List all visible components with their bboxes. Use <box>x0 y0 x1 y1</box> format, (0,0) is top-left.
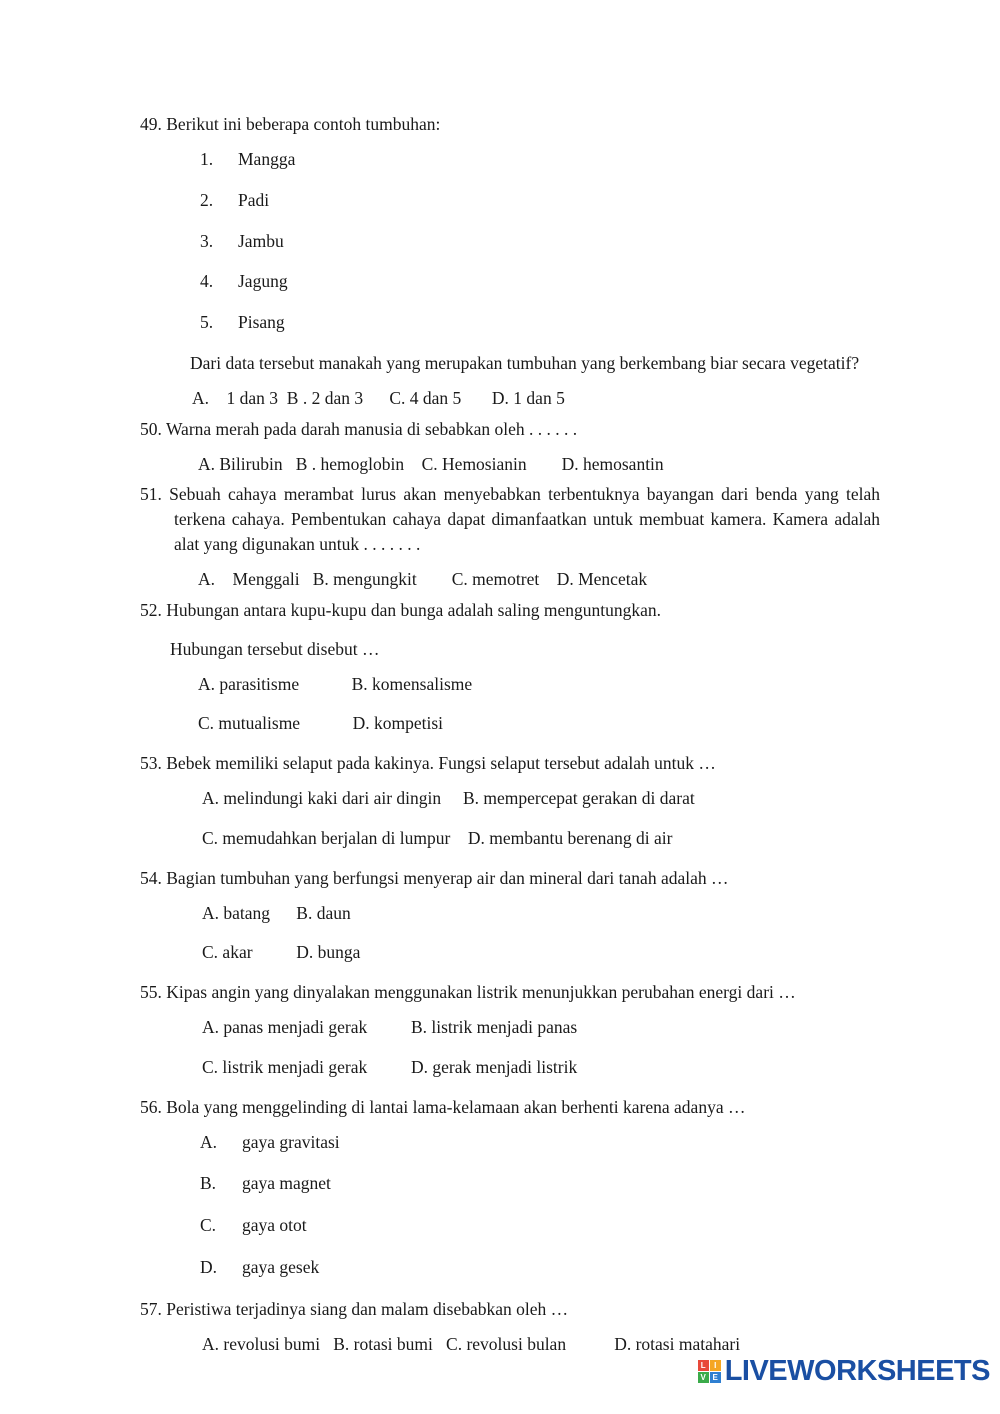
question-56-number: 56. <box>140 1096 162 1117</box>
question-54-number: 54. <box>140 867 162 888</box>
question-54 <box>140 866 880 966</box>
list-item <box>140 269 880 294</box>
option-label: gaya gravitasi <box>242 1131 340 1152</box>
question-53-stem <box>140 751 880 776</box>
question-54-options <box>140 901 880 966</box>
option-row: C. mutualisme D. kompetisi <box>198 713 443 734</box>
question-56 <box>140 1095 880 1280</box>
list-item-label: Pisang <box>238 312 285 333</box>
list-item-label: Padi <box>238 189 270 210</box>
question-55-number: 55. <box>140 982 162 1003</box>
questions-container <box>140 112 880 1363</box>
option-item <box>140 1130 880 1155</box>
list-item-label: Jagung <box>238 271 288 292</box>
logo-tiles-icon <box>698 1360 721 1383</box>
question-52-stem <box>140 598 880 623</box>
logo-tile-i: I <box>710 1360 721 1371</box>
question-56-text: Bola yang menggelinding di lantai lama-kelamaan akan berhenti karena adanya … <box>166 1096 746 1117</box>
question-55-text: Kipas angin yang dinyalakan menggunakan listrik menunjukkan perubahan energi dari … <box>166 982 796 1003</box>
question-51-text: Sebuah cahaya merambat lurus akan menyebabkan terbentuknya bayangan dari benda yang telah terkena cahaya. Pembentukan cahaya dapat dimanfaatkan untuk membuat kamera. Kamera adalah alat yang digunakan untuk . . . . . . . <box>169 484 881 555</box>
option-row: C. listrik menjadi gerak D. gerak menjadi listrik <box>202 1056 578 1077</box>
option-letter: B. <box>200 1173 217 1194</box>
question-52-text: Hubungan antara kupu-kupu dan bunga adalah saling menguntungkan. <box>166 599 661 620</box>
option-row: C. akar D. bunga <box>202 942 361 963</box>
question-49-stem <box>140 112 880 137</box>
logo-wordmark: LIVEWORKSHEETS <box>724 1355 990 1387</box>
question-50 <box>140 417 880 477</box>
question-57 <box>140 1297 880 1357</box>
option-item <box>140 1171 880 1196</box>
list-item-number: 3. <box>200 230 214 251</box>
list-item-label: Jambu <box>238 230 284 251</box>
question-51-options: A. Menggali B. mengungkit C. memotret D. Mencetak <box>198 568 648 589</box>
option-row: A. melindungi kaki dari air dingin B. mempercepat gerakan di darat <box>202 788 695 809</box>
list-item-number: 5. <box>200 312 214 333</box>
option-item <box>140 1213 880 1238</box>
logo-tile-l: L <box>698 1360 709 1371</box>
option-row: A. parasitisme B. komensalisme <box>198 673 473 694</box>
option-letter: D. <box>200 1257 218 1278</box>
list-item <box>140 310 880 335</box>
list-item-number: 4. <box>200 271 214 292</box>
question-57-options: A. revolusi bumi B. rotasi bumi C. revolusi bulan D. rotasi matahari <box>202 1333 741 1354</box>
option-letter: C. <box>200 1215 217 1236</box>
logo-tile-v: V <box>698 1372 709 1383</box>
option-row: C. memudahkan berjalan di lumpur D. membantu berenang di air <box>202 827 673 848</box>
option-letter: A. <box>200 1131 218 1152</box>
list-item-number: 2. <box>200 189 214 210</box>
question-51-number: 51. <box>140 484 162 505</box>
question-50-text: Warna merah pada darah manusia di sebabkan oleh . . . . . . <box>165 418 578 439</box>
question-53-text: Bebek memiliki selaput pada kakinya. Fungsi selaput tersebut adalah untuk … <box>166 753 716 774</box>
logo-tile-e: E <box>710 1372 721 1383</box>
question-56-stem <box>140 1095 880 1120</box>
list-item <box>140 147 880 172</box>
question-57-number: 57. <box>140 1299 162 1319</box>
question-49-prompt: Dari data tersebut manakah yang merupakan tumbuhan yang berkembang biar secara vegetatif? <box>190 353 860 374</box>
question-57-text: Peristiwa terjadinya siang dan malam disebabkan oleh … <box>166 1299 569 1319</box>
list-item-number: 1. <box>200 148 214 169</box>
question-56-options <box>140 1130 880 1280</box>
question-50-number: 50. <box>140 418 162 439</box>
question-55-stem <box>140 980 880 1005</box>
question-49-item-list <box>140 147 880 335</box>
question-49-number: 49. <box>140 114 162 134</box>
liveworksheets-logo <box>698 1355 990 1388</box>
option-row: A. batang B. daun <box>202 902 351 923</box>
list-item <box>140 188 880 213</box>
question-52-sub-question: Hubungan tersebut disebut … <box>170 638 380 659</box>
question-53-number: 53. <box>140 753 162 774</box>
question-53-options <box>140 786 880 851</box>
option-row: A. panas menjadi gerak B. listrik menjadi panas <box>202 1017 578 1038</box>
option-label: gaya gesek <box>242 1257 320 1278</box>
question-57-stem <box>140 1297 880 1322</box>
question-49-text: Berikut ini beberapa contoh tumbuhan: <box>166 114 441 134</box>
question-52-number: 52. <box>140 599 162 620</box>
list-item-label: Mangga <box>238 148 296 169</box>
question-51 <box>140 482 880 591</box>
footer <box>0 1356 1000 1396</box>
question-55-options <box>140 1015 880 1080</box>
question-52-options <box>140 672 880 737</box>
question-52 <box>140 598 880 736</box>
question-54-text: Bagian tumbuhan yang berfungsi menyerap air dan mineral dari tanah adalah … <box>166 867 729 888</box>
question-49 <box>140 112 880 411</box>
question-54-stem <box>140 866 880 891</box>
question-50-options: A. Bilirubin B . hemoglobin C. Hemosianin D. hemosantin <box>198 453 664 474</box>
question-51-stem <box>140 482 880 557</box>
option-item <box>140 1255 880 1280</box>
option-label: gaya magnet <box>242 1173 331 1194</box>
question-55 <box>140 980 880 1080</box>
list-item <box>140 229 880 254</box>
option-label: gaya otot <box>242 1215 307 1236</box>
question-53 <box>140 751 880 851</box>
question-50-stem <box>140 417 880 442</box>
question-49-options: A. 1 dan 3 B . 2 dan 3 C. 4 dan 5 D. 1 dan 5 <box>192 387 565 408</box>
